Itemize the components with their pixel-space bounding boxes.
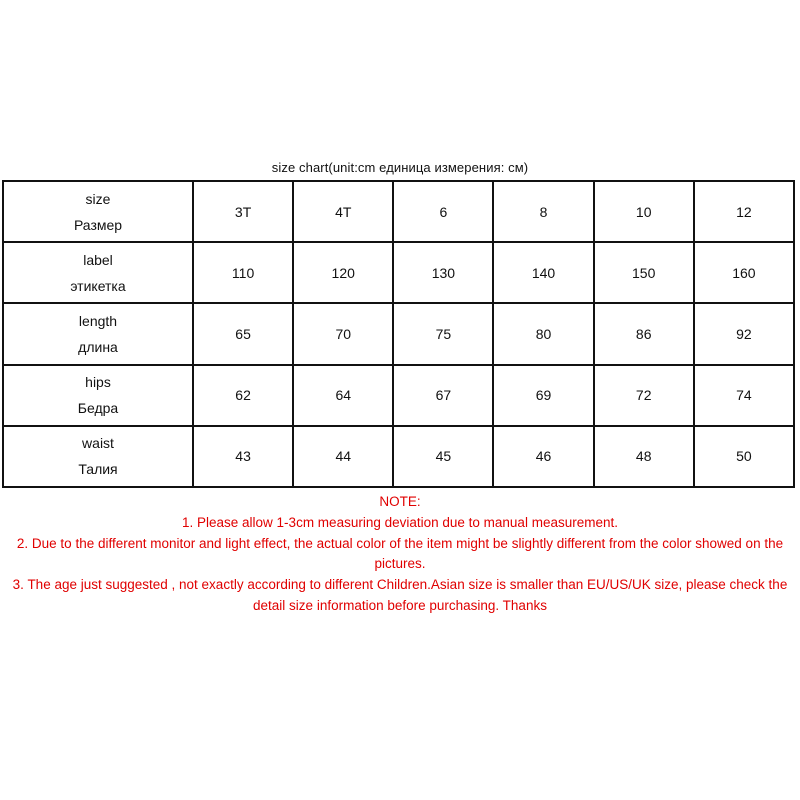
table-cell: 120	[293, 242, 393, 303]
note-item-3: 3. The age just suggested , not exactly according to different Children.Asian size is smaller than EU/US/UK size, please check the detail size information before purchasing. Thanks	[12, 577, 788, 613]
row-header	[3, 426, 193, 487]
table-cell: 45	[393, 426, 493, 487]
table-cell: 69	[493, 365, 593, 426]
table-cell: 160	[694, 242, 794, 303]
row-label-en: size	[85, 190, 111, 207]
table-cell: 44	[293, 426, 393, 487]
table-cell: 130	[393, 242, 493, 303]
table-cell: 43	[193, 426, 293, 487]
table-cell: 6	[393, 181, 493, 242]
row-label-ru: этикетка	[70, 277, 126, 294]
table-cell: 72	[594, 365, 694, 426]
table-cell: 48	[594, 426, 694, 487]
table-cell: 70	[293, 303, 393, 364]
table-cell: 62	[193, 365, 293, 426]
notes-title: NOTE:	[379, 494, 421, 509]
row-label-en: label	[83, 251, 113, 268]
row-label-ru: Размер	[73, 216, 123, 233]
note-item-2: 2. Due to the different monitor and light effect, the actual color of the item might be slightly different from the color showed on the pictures.	[16, 535, 784, 572]
table-cell: 8	[493, 181, 593, 242]
row-label-en: hips	[85, 374, 111, 391]
row-header	[3, 181, 193, 242]
table-cell: 67	[393, 365, 493, 426]
table-cell: 150	[594, 242, 694, 303]
table-cell: 46	[493, 426, 593, 487]
table-cell: 12	[694, 181, 794, 242]
table-cell: 10	[594, 181, 694, 242]
row-label-ru: длина	[78, 338, 118, 355]
row-label-ru: Бедра	[77, 400, 119, 417]
row-label-en: waist	[82, 435, 114, 452]
table-row	[3, 365, 794, 426]
row-label-en: length	[78, 312, 118, 329]
size-chart-table	[2, 180, 795, 488]
table-cell: 65	[193, 303, 293, 364]
table-cell: 64	[293, 365, 393, 426]
notes-section	[0, 492, 800, 617]
row-header	[3, 303, 193, 364]
row-label-ru: Талия	[78, 461, 118, 478]
table-row	[3, 426, 794, 487]
table-row	[3, 242, 794, 303]
table-cell: 92	[694, 303, 794, 364]
table-cell: 80	[493, 303, 593, 364]
table-row	[3, 303, 794, 364]
table-cell: 140	[493, 242, 593, 303]
row-header	[3, 365, 193, 426]
table-cell: 4T	[293, 181, 393, 242]
table-cell: 110	[193, 242, 293, 303]
table-cell: 3T	[193, 181, 293, 242]
table-cell: 74	[694, 365, 794, 426]
row-header	[3, 242, 193, 303]
table-cell: 86	[594, 303, 694, 364]
note-item-1: 1. Please allow 1-3cm measuring deviation due to manual measurement.	[182, 514, 618, 530]
table-row	[3, 181, 794, 242]
table-cell: 50	[694, 426, 794, 487]
size-chart-caption: size chart(unit:cm единица измерения: см)	[271, 160, 529, 175]
table-cell: 75	[393, 303, 493, 364]
